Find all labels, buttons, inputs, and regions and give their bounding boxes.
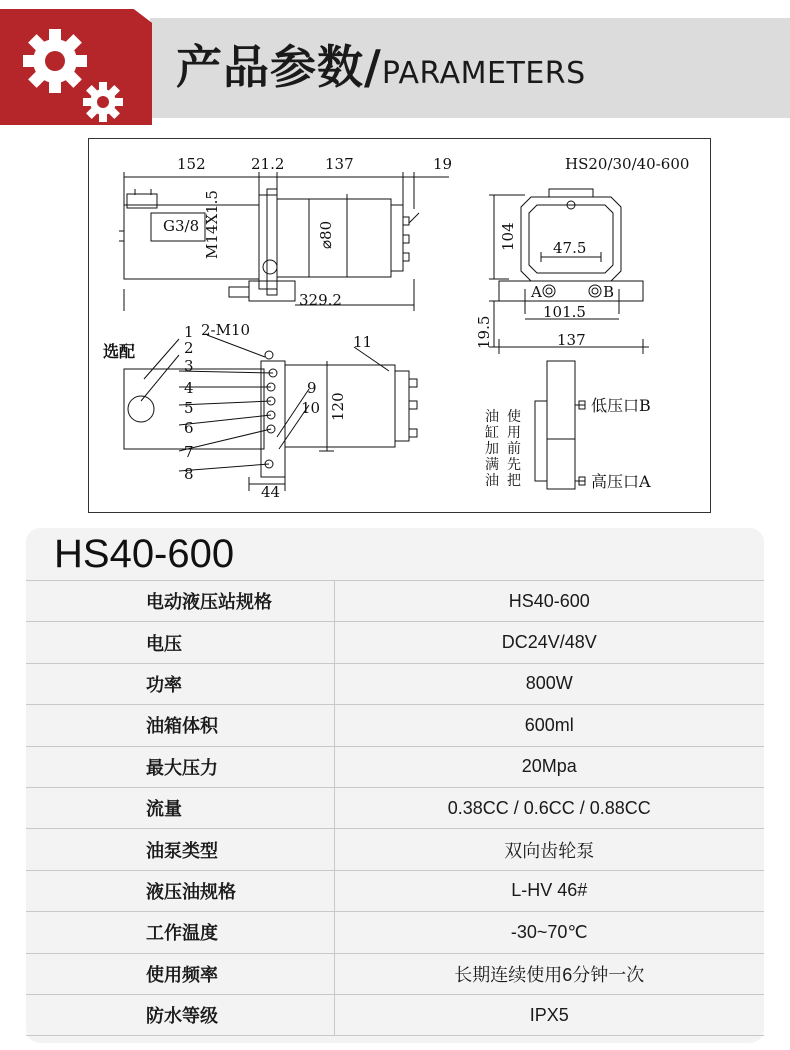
callout-3: 3 [184, 357, 194, 375]
label-2-m10: 2-M10 [201, 321, 251, 339]
spec-value: 20Mpa [334, 746, 764, 787]
spec-value: HS40-600 [334, 581, 764, 622]
model-label: HS20/30/40-600 [565, 155, 690, 173]
callout-2: 2 [184, 339, 194, 357]
spec-key: 使用频率 [26, 953, 334, 994]
callout-1: 1 [184, 323, 194, 341]
spec-key: 最大压力 [26, 746, 334, 787]
spec-row [26, 829, 764, 870]
spec-table [26, 580, 764, 1036]
spec-key: 电动液压站规格 [26, 581, 334, 622]
spec-value: 800W [334, 663, 764, 704]
spec-key: 油泵类型 [26, 829, 334, 870]
dim-front-47-5: 47.5 [553, 239, 587, 257]
dim-front-137: 137 [557, 331, 586, 349]
label-optional: 选配 [103, 342, 136, 361]
dim-side-137: 137 [325, 155, 354, 173]
callout-4: 4 [184, 379, 194, 397]
spec-row [26, 581, 764, 622]
oil-note-col2: 使用前先把 [507, 409, 521, 489]
port-label-a: A [531, 283, 542, 301]
dim-side-19: 19 [433, 155, 453, 173]
section-header [0, 9, 790, 125]
spec-row [26, 994, 764, 1035]
title-cn: 产品参数/ [176, 40, 382, 94]
spec-key: 液压油规格 [26, 870, 334, 911]
spec-key: 功率 [26, 663, 334, 704]
label-g3-8: G3/8 [163, 217, 200, 235]
port-view [535, 361, 585, 489]
port-label-b: B [603, 283, 615, 301]
page-title [176, 31, 586, 97]
title-en: PARAMETERS [381, 56, 586, 91]
gears-icon [0, 9, 152, 125]
dim-side-329-2: 329.2 [299, 291, 342, 309]
technical-drawing [88, 138, 711, 513]
callout-9: 9 [307, 379, 317, 397]
spec-value: 双向齿轮泵 [334, 829, 764, 870]
spec-row [26, 705, 764, 746]
spec-row [26, 787, 764, 828]
top-view [124, 335, 417, 491]
spec-key: 流量 [26, 787, 334, 828]
spec-value: 600ml [334, 705, 764, 746]
callout-8: 8 [184, 465, 194, 483]
high-port-label: 高压口A [591, 472, 651, 491]
spec-row [26, 663, 764, 704]
spec-value: DC24V/48V [334, 622, 764, 663]
callout-5: 5 [184, 399, 194, 417]
callout-10: 10 [301, 399, 321, 417]
dim-side-152: 152 [177, 155, 206, 173]
callout-7: 7 [184, 443, 194, 461]
spec-key: 工作温度 [26, 912, 334, 953]
spec-key: 防水等级 [26, 994, 334, 1035]
spec-panel [26, 528, 764, 1043]
dim-front-104: 104 [499, 222, 517, 251]
label-m14: M14X1.5 [203, 190, 221, 259]
callout-11: 11 [353, 333, 373, 351]
model-title: HS40-600 [54, 532, 235, 576]
label-diameter-80: ⌀80 [317, 220, 335, 249]
dim-side-21-2: 21.2 [251, 155, 285, 173]
spec-row [26, 870, 764, 911]
spec-value: -30~70℃ [334, 912, 764, 953]
spec-value: 0.38CC / 0.6CC / 0.88CC [334, 787, 764, 828]
front-view [489, 189, 649, 354]
callout-6: 6 [184, 419, 194, 437]
spec-key: 油箱体积 [26, 705, 334, 746]
dim-top-120: 120 [329, 392, 347, 421]
side-view [119, 172, 449, 311]
dim-front-19-5: 19.5 [475, 315, 493, 349]
oil-note-col1: 油缸加满油 [485, 409, 499, 489]
spec-value: 长期连续使用6分钟一次 [334, 953, 764, 994]
spec-row [26, 622, 764, 663]
spec-key: 电压 [26, 622, 334, 663]
dim-top-44: 44 [261, 483, 281, 501]
spec-row [26, 746, 764, 787]
spec-row [26, 953, 764, 994]
spec-value: IPX5 [334, 994, 764, 1035]
spec-value: L-HV 46# [334, 870, 764, 911]
low-port-label: 低压口B [591, 396, 651, 415]
dim-front-101-5: 101.5 [543, 303, 586, 321]
spec-row [26, 912, 764, 953]
